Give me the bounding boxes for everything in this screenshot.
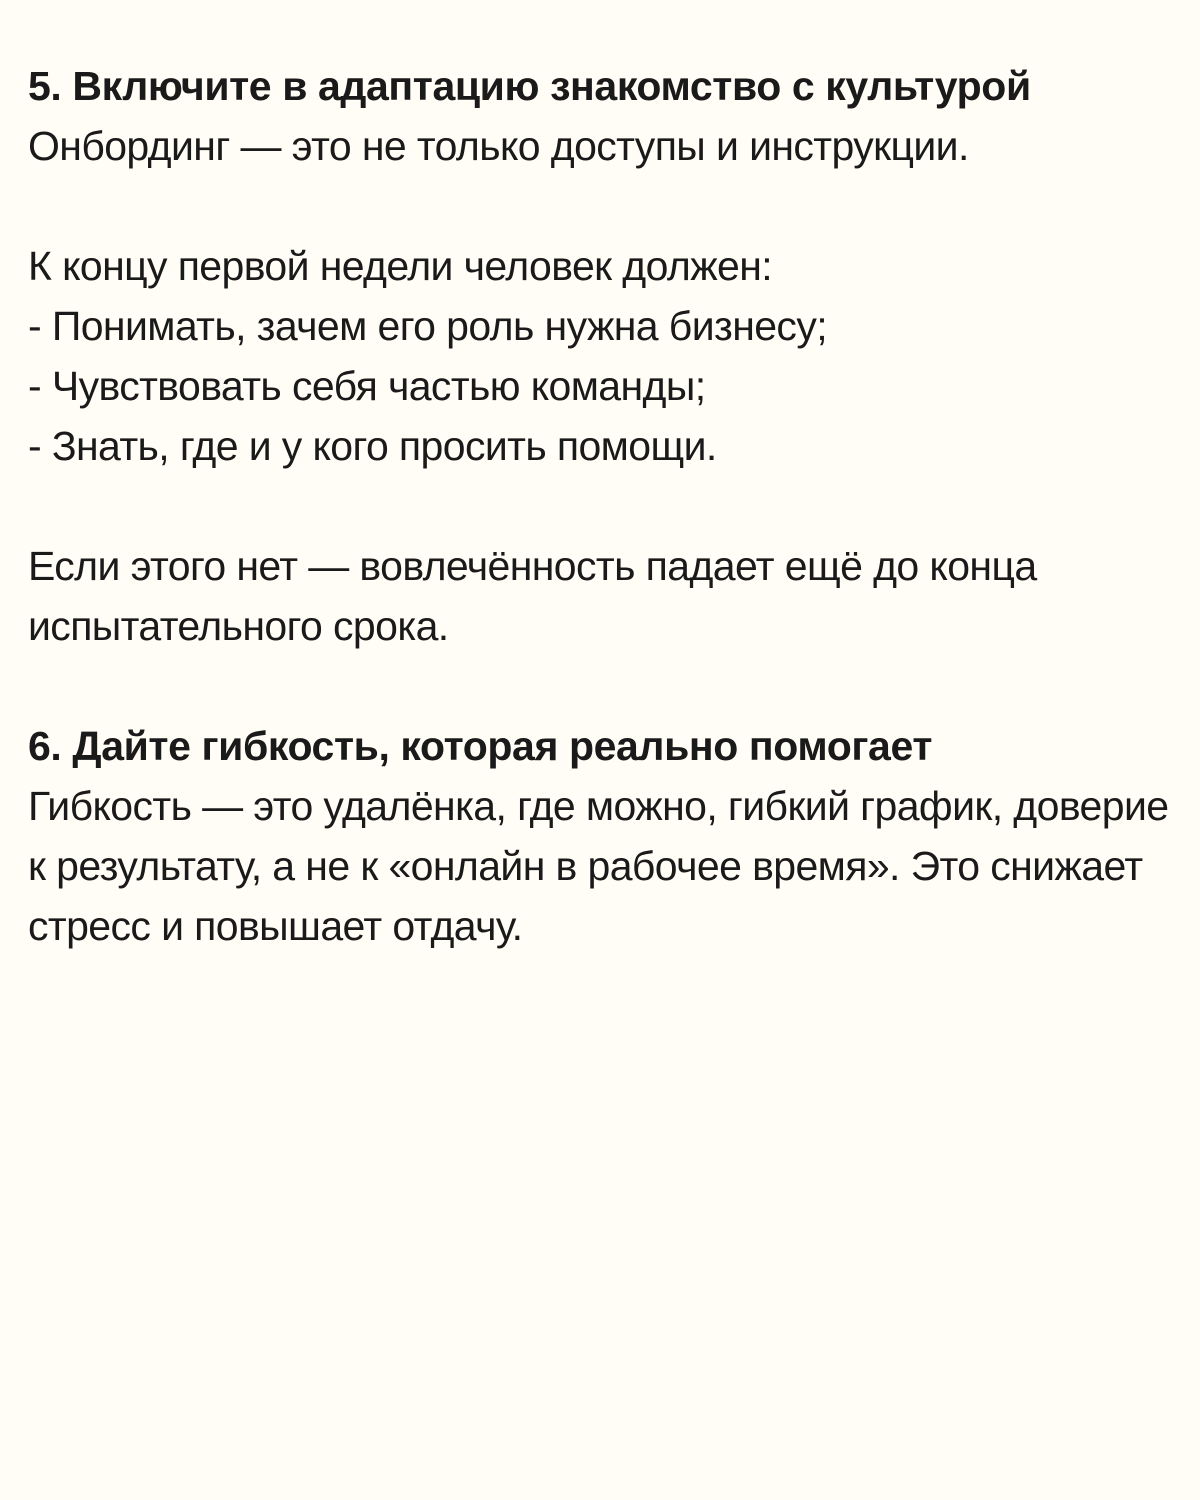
section-6-body: Гибкость — это удалёнка, где можно, гибкий график, доверие к результату, а не к «онлайн в рабочее время». Это снижает стресс и повышает отдачу. [28,783,1169,949]
spacer [28,476,1174,536]
section-5-list-lead: К концу первой недели человек должен: [28,243,773,289]
section-6 [28,716,1174,956]
section-5-intro: Онбординг — это не только доступы и инструкции. [28,123,969,169]
spacer [28,176,1174,236]
section-5-conclusion: Если этого нет — вовлечённость падает ещё до конца испытательного срока. [28,543,1037,649]
section-5-title: 5. Включите в адаптацию знакомство с культурой [28,63,1031,109]
section-6-title: 6. Дайте гибкость, которая реально помогает [28,723,932,769]
list-item: - Понимать, зачем его роль нужна бизнесу; [28,303,828,349]
spacer [28,656,1174,716]
section-5 [28,56,1174,656]
list-item: - Знать, где и у кого просить помощи. [28,423,717,469]
section-5-list [28,296,1174,476]
list-item: - Чувствовать себя частью команды; [28,363,706,409]
